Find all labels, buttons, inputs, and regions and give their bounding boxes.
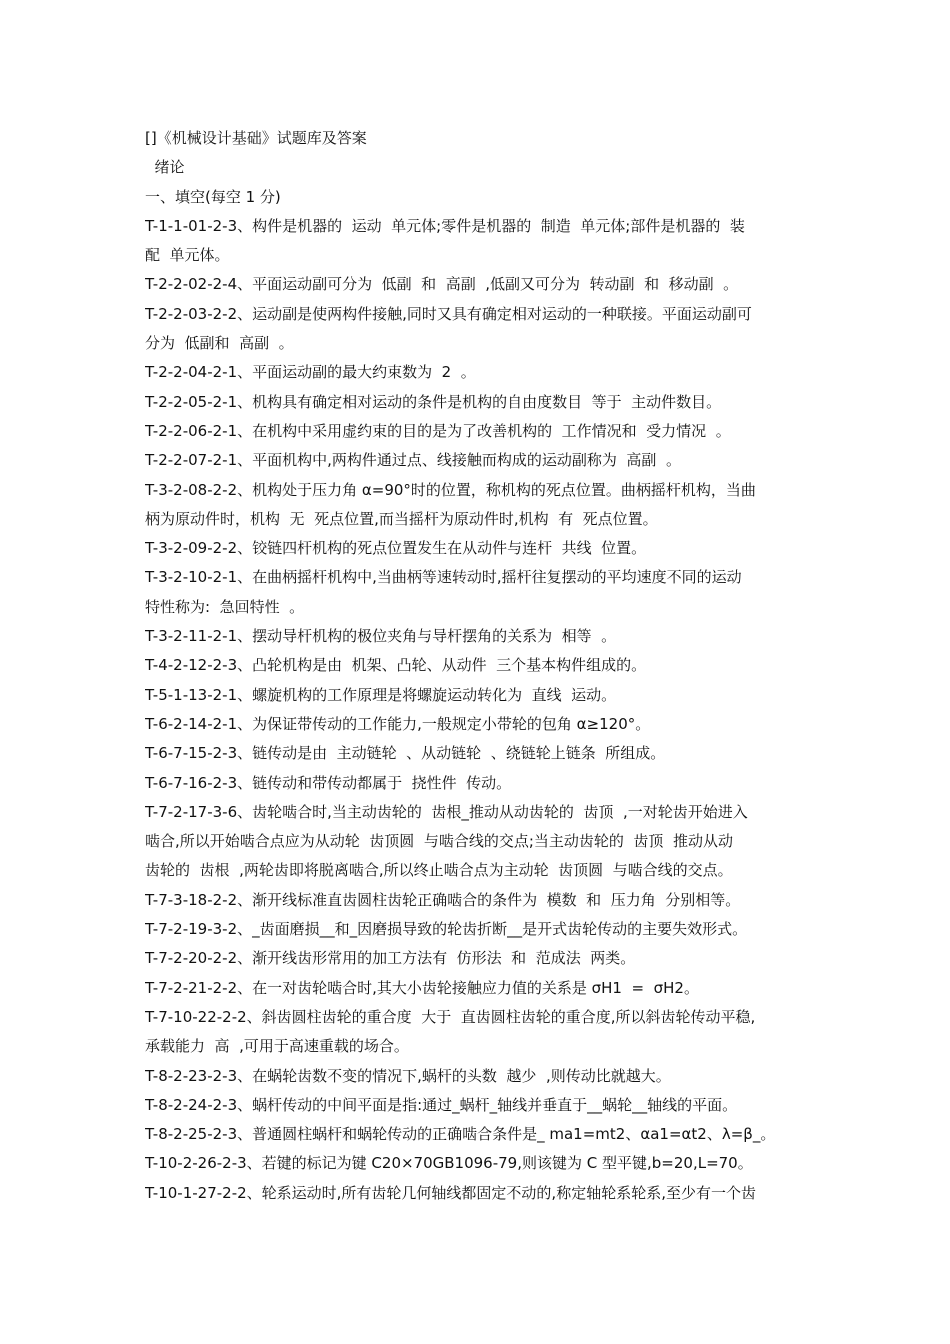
document-title: []《机械设计基础》试题库及答案	[145, 129, 367, 147]
text-line: 柄为原动件时，机构 无 死点位置,而当摇杆为原动件时,机构 有 死点位置。	[145, 509, 658, 528]
text-line: T-2-2-06-2-1、在机构中采用虚约束的目的是为了改善机构的 工作情况和 受力情况 。	[145, 421, 731, 440]
text-line: T-6-7-16-2-3、链传动和带传动都属于 挠性件 传动。	[145, 773, 512, 792]
text-line: T-4-2-12-2-3、凸轮机构是由 机架、凸轮、从动件 三个基本构件组成的。	[145, 656, 647, 675]
text-line: T-6-2-14-2-1、为保证带传动的工作能力,一般规定小带轮的包角 α≥120°。	[145, 714, 651, 733]
text-line: 配 单元体。	[145, 246, 230, 265]
chapter-heading: 绪论	[145, 158, 185, 177]
text-line: 齿轮的 齿根 ,两轮齿即将脱离啮合,所以终止啮合点为主动轮 齿顶圆 与啮合线的交点。	[145, 861, 733, 880]
document-page	[145, 124, 817, 1208]
text-line: T-7-2-20-2-2、渐开线齿形常用的加工方法有 仿形法 和 范成法 两类。	[145, 949, 636, 968]
text-line: T-3-2-10-2-1、在曲柄摇杆机构中,当曲柄等速转动时,摇杆往复摆动的平均速度不同的运动	[145, 568, 742, 587]
text-line: T-7-2-17-3-6、齿轮啮合时,当主动齿轮的 齿根_推动从动齿轮的 齿顶 ,一对轮齿开始进入	[145, 802, 748, 821]
text-line: 承载能力 高 ,可用于高速重载的场合。	[145, 1037, 409, 1056]
text-line: T-8-2-25-2-3、普通圆柱蜗杆和蜗轮传动的正确啮合条件是_ ma1=mt2、αa1=αt2、λ=β_。	[145, 1125, 776, 1144]
text-line: T-8-2-23-2-3、在蜗轮齿数不变的情况下,蜗杆的头数 越少 ,则传动比就越大。	[145, 1066, 671, 1085]
text-line: T-7-2-19-3-2、_齿面磨损__和_因磨损导致的轮齿折断__是开式齿轮传动的主要失效形式。	[145, 920, 748, 939]
text-line: T-2-2-03-2-2、运动副是使两构件接触,同时又具有确定相对运动的一种联接。平面运动副可	[145, 304, 752, 323]
text-line: T-1-1-01-2-3、构件是机器的 运动 单元体;零件是机器的 制造 单元体;部件是机器的 装	[145, 216, 745, 235]
text-line: T-7-3-18-2-2、渐开线标准直齿圆柱齿轮正确啮合的条件为 模数 和 压力角 分别相等。	[145, 890, 741, 909]
text-line: T-7-2-21-2-2、在一对齿轮啮合时,其大小齿轮接触应力值的关系是 σH1 = σH2。	[145, 978, 699, 997]
text-line: T-10-2-26-2-3、若键的标记为键 C20×70GB1096-79,则该键为 C 型平键,b=20,L=70。	[145, 1154, 753, 1173]
text-line: T-10-1-27-2-2、轮系运动时,所有齿轮几何轴线都固定不动的,称定轴轮系轮系,至少有一个齿	[145, 1183, 756, 1202]
text-line: T-3-2-09-2-2、铰链四杆机构的死点位置发生在从动件与连杆 共线 位置。	[145, 539, 647, 558]
text-line: 啮合,所以开始啮合点应为从动轮 齿顶圆 与啮合线的交点;当主动齿轮的 齿顶 推动从动	[145, 832, 733, 851]
text-line: 分为 低副和 高副 。	[145, 334, 294, 353]
text-line: T-3-2-08-2-2、机构处于压力角 α=90°时的位置，称机构的死点位置。曲柄摇杆机构，当曲	[145, 480, 756, 499]
text-line: T-2-2-07-2-1、平面机构中,两构件通过点、线接触而构成的运动副称为 高副 。	[145, 451, 681, 470]
text-line: T-7-10-22-2-2、斜齿圆柱齿轮的重合度 大于 直齿圆柱齿轮的重合度,所以斜齿轮传动平稳,	[145, 1007, 756, 1026]
text-line: T-3-2-11-2-1、摆动导杆机构的极位夹角与导杆摆角的关系为 相等 。	[145, 627, 617, 646]
question-list	[145, 212, 817, 1208]
section-heading: 一、填空(每空 1 分)	[145, 187, 281, 206]
text-line: 特性称为: 急回特性 。	[145, 597, 305, 616]
text-line: T-8-2-24-2-3、蜗杆传动的中间平面是指:通过_蜗杆_轴线并垂直于__蜗轮__轴线的平面。	[145, 1095, 738, 1114]
text-line: T-5-1-13-2-1、螺旋机构的工作原理是将螺旋运动转化为 直线 运动。	[145, 685, 617, 704]
text-line: T-2-2-02-2-4、平面运动副可分为 低副 和 高副 ,低副又可分为 转动副 和 移动副 。	[145, 275, 739, 294]
text-line: T-6-7-15-2-3、链传动是由 主动链轮 、从动链轮 、绕链轮上链条 所组成。	[145, 744, 666, 763]
text-line: T-2-2-04-2-1、平面运动副的最大约束数为 2 。	[145, 363, 476, 382]
text-line: T-2-2-05-2-1、机构具有确定相对运动的条件是机构的自由度数目 等于 主动件数目。	[145, 392, 722, 411]
